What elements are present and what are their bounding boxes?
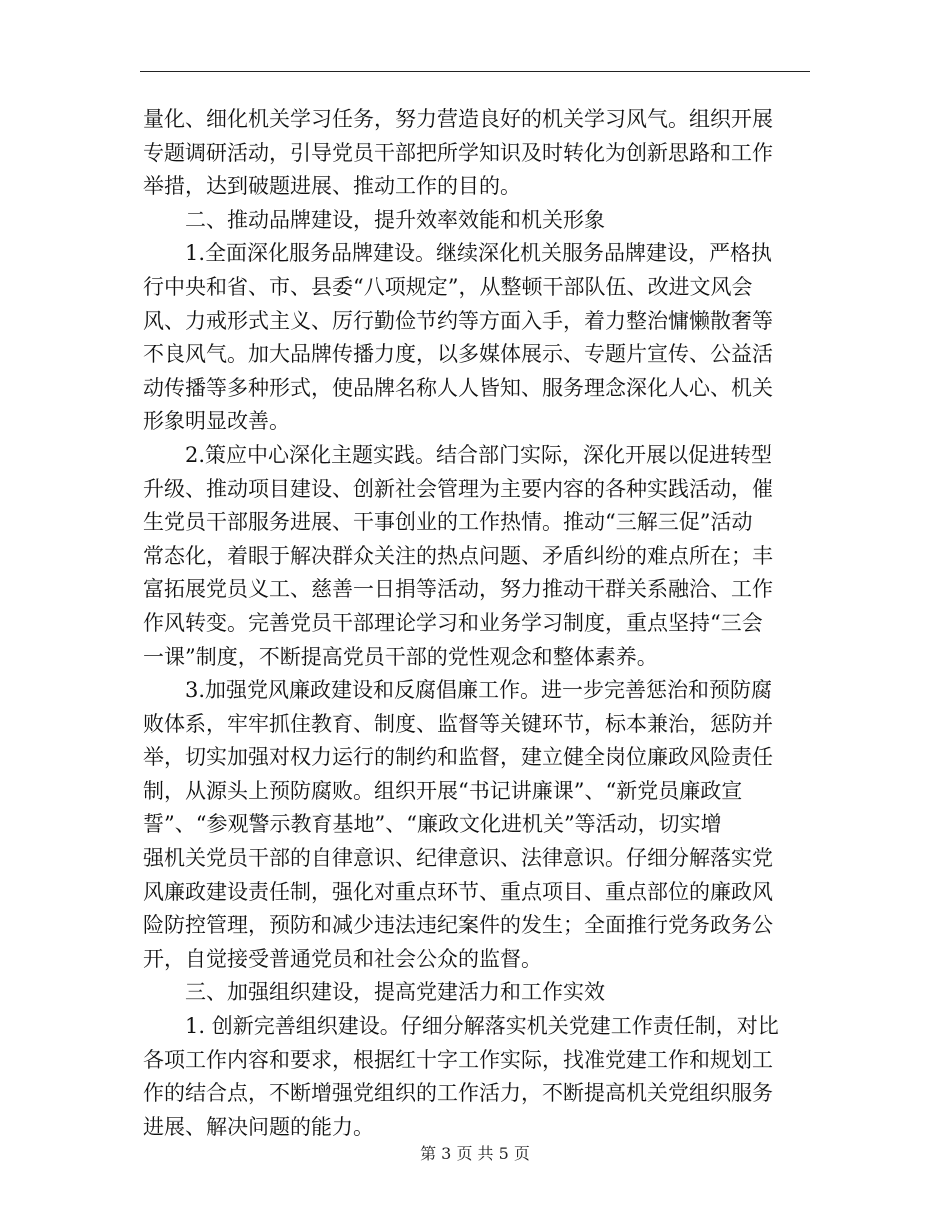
paragraph-line: 险防控管理，预防和减少违法违纪案件的发生；全面推行党务政务公	[143, 913, 773, 938]
paragraph-line: 开，自觉接受普通党员和社会公众的监督。	[143, 946, 542, 971]
paragraph-line: 行中央和省、市、县委“八项规定”，从整顿干部队伍、改进文风会	[143, 274, 753, 299]
paragraph-line: 富拓展党员义工、慈善一日捐等活动，努力推动干群关系融洽、工作	[143, 577, 773, 602]
paragraph-line: 风廉政建设责任制，强化对重点环节、重点项目、重点部位的廉政风	[143, 879, 773, 904]
paragraph-line: 生党员干部服务进展、干事创业的工作热情。推动“三解三促”活动	[143, 510, 753, 535]
paragraph-line: 败体系，牢牢抓住教育、制度、监督等关键环节，标本兼治，惩防并	[143, 711, 773, 736]
paragraph-line: 强机关党员干部的自律意识、纪律意识、法律意识。仔细分解落实党	[143, 846, 773, 871]
paragraph-line: 3.加强党风廉政建设和反腐倡廉工作。进一步完善惩治和预防腐	[185, 678, 773, 703]
paragraph-line: 作的结合点，不断增强党组织的工作活力，不断提高机关党组织服务	[143, 1081, 773, 1106]
paragraph-line: 量化、细化机关学习任务，努力营造良好的机关学习风气。组织开展	[143, 107, 773, 131]
paragraph-line: 各项工作内容和要求，根据红十字工作实际，找准党建工作和规划工	[143, 1047, 773, 1072]
section-heading: 二、推动品牌建设，提升效率效能和机关形象	[185, 207, 605, 232]
paragraph-line: 常态化，着眼于解决群众关注的热点问题、矛盾纠纷的难点所在；丰	[143, 543, 773, 568]
paragraph-line: 1.全面深化服务品牌建设。继续深化机关服务品牌建设，严格执	[185, 241, 773, 266]
paragraph-line: 誓”、“参观警示教育基地”、“廉政文化进机关”等活动，切实增	[143, 812, 722, 837]
paragraph-line: 2.策应中心深化主题实践。结合部门实际，深化开展以促进转型	[185, 442, 773, 467]
paragraph-line: 举措，达到破题进展、推动工作的目的。	[143, 174, 521, 199]
paragraph-line: 制，从源头上预防腐败。组织开展“书记讲廉课”、“新党员廉政宣	[143, 778, 743, 803]
header-rule	[140, 71, 810, 72]
paragraph-line: 形象明显改善。	[143, 409, 290, 434]
page-footer: 第 3 页 共 5 页	[420, 1144, 530, 1163]
paragraph-line: 专题调研活动，引导党员干部把所学知识及时转化为创新思路和工作	[143, 140, 773, 165]
paragraph-line: 举，切实加强对权力运行的制约和监督，建立健全岗位廉政风险责任	[143, 745, 773, 770]
paragraph-line: 风、力戒形式主义、厉行勤俭节约等方面入手，着力整治慵懒散奢等	[143, 308, 773, 333]
paragraph-line: 不良风气。加大品牌传播力度，以多媒体展示、专题片宣传、公益活	[143, 342, 773, 367]
paragraph-line: 动传播等多种形式，使品牌名称人人皆知、服务理念深化人心、机关	[143, 375, 773, 400]
paragraph-line: 一课”制度，不断提高党员干部的党性观念和整体素养。	[143, 644, 658, 669]
paragraph-line: 进展、解决问题的能力。	[143, 1114, 374, 1139]
paragraph-line: 升级、推动项目建设、创新社会管理为主要内容的各种实践活动，催	[143, 476, 773, 501]
paragraph-line: 1. 创新完善组织建设。仔细分解落实机关党建工作责任制，对比	[185, 1014, 779, 1039]
section-heading: 三、加强组织建设，提高党建活力和工作实效	[185, 980, 605, 1005]
document-body	[143, 103, 810, 1144]
paragraph-line: 作风转变。完善党员干部理论学习和业务学习制度，重点坚持“三会	[143, 610, 763, 635]
